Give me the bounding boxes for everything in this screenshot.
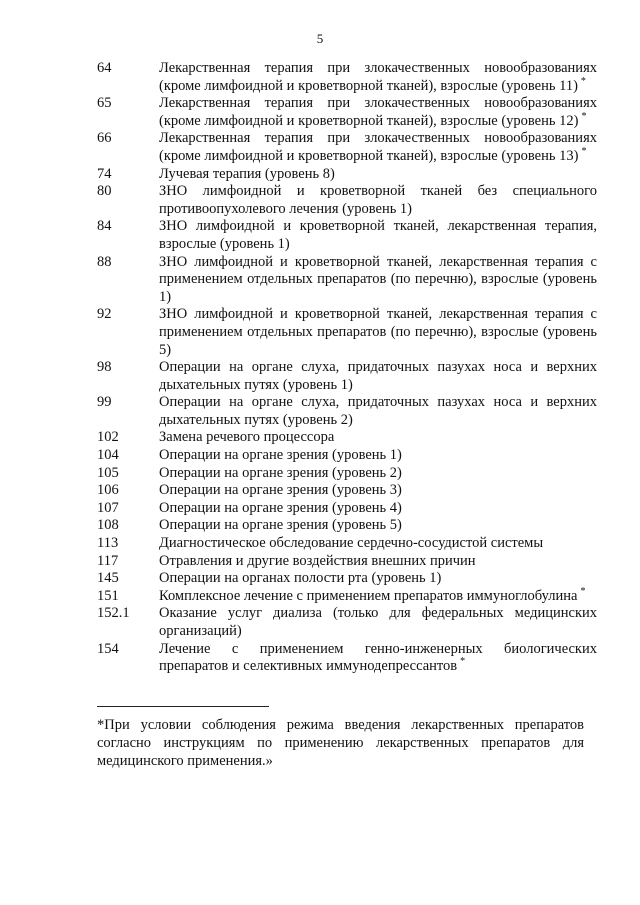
kpg-list: [97, 60, 597, 676]
row-text: Диагностическое обследование сердечно-сосудистой системы: [159, 535, 544, 552]
row-code: 98: [97, 359, 112, 376]
footnote-separator: [97, 706, 269, 707]
row-description: [159, 95, 597, 130]
row-description: [159, 500, 597, 518]
row-text: Лекарственная терапия при злокачественных новообразованиях (кроме лимфоидной и кроветворной тканей), взрослые (уровень 11): [159, 60, 597, 94]
row-text: Операции на органе слуха, придаточных пазухах носа и верхних дыхательных путях (уровень 1): [159, 359, 597, 393]
row-text: Замена речевого процессора: [159, 429, 335, 446]
row-description: [159, 130, 597, 165]
row-description: [159, 254, 597, 307]
row-code: 88: [97, 253, 112, 270]
row-text: Операции на органе зрения (уровень 3): [159, 482, 402, 499]
footnote-marker: *: [460, 656, 466, 668]
row-code: 107: [97, 499, 119, 516]
list-item: [97, 517, 597, 535]
footnote-marker: *: [581, 146, 587, 158]
row-description: [159, 641, 597, 676]
row-description: [159, 60, 597, 95]
list-item: [97, 359, 597, 394]
row-text: Операции на органах полости рта (уровень 1): [159, 570, 442, 587]
row-code: 108: [97, 517, 119, 534]
row-description: [159, 359, 597, 394]
list-item: [97, 553, 597, 571]
row-description: [159, 570, 597, 588]
list-item: [97, 605, 597, 640]
row-code: 106: [97, 482, 119, 499]
row-code: 113: [97, 535, 119, 552]
list-item: [97, 482, 597, 500]
row-code: 99: [97, 394, 112, 411]
row-description: [159, 218, 597, 253]
page-number: 5: [316, 31, 324, 46]
list-item: [97, 166, 597, 184]
row-code: 154: [97, 640, 119, 657]
row-description: [159, 394, 597, 429]
row-description: [159, 535, 597, 553]
list-item: [97, 254, 597, 307]
row-text: Операции на органе зрения (уровень 1): [159, 447, 402, 464]
footnote-marker: *: [580, 585, 586, 597]
row-text: Оказание услуг диализа (только для федеральных медицинских организаций): [159, 605, 597, 639]
list-item: [97, 429, 597, 447]
row-code: 151: [97, 587, 119, 604]
row-description: [159, 166, 597, 184]
list-item: [97, 130, 597, 165]
row-text: Операции на органе зрения (уровень 2): [159, 464, 402, 481]
row-description: [159, 429, 597, 447]
row-code: 74: [97, 165, 112, 182]
row-text: Операции на органе зрения (уровень 4): [159, 499, 402, 516]
row-code: 64: [97, 60, 112, 76]
list-item: [97, 465, 597, 483]
list-item: [97, 394, 597, 429]
row-description: [159, 517, 597, 535]
list-item: [97, 570, 597, 588]
list-item: [97, 447, 597, 465]
row-description: [159, 306, 597, 359]
row-text: Комплексное лечение с применением препаратов иммуноглобулина: [159, 587, 578, 604]
row-text: Лекарственная терапия при злокачественных новообразованиях (кроме лимфоидной и кроветворной тканей), взрослые (уровень 13): [159, 130, 597, 164]
row-description: [159, 605, 597, 640]
row-text: Лучевая терапия (уровень 8): [159, 165, 335, 182]
row-code: 92: [97, 306, 112, 323]
list-item: [97, 535, 597, 553]
row-description: [159, 553, 597, 571]
list-item: [97, 183, 597, 218]
row-text: Лечение с применением генно-инженерных биологических препаратов и селективных иммунодепрессантов: [159, 640, 597, 675]
row-code: 84: [97, 218, 112, 235]
row-code: 117: [97, 552, 119, 569]
row-text: ЗНО лимфоидной и кроветворной тканей, лекарственная терапия с применением отдельных препаратов (по перечню), взрослые (уровень 1): [159, 253, 597, 305]
row-description: [159, 482, 597, 500]
list-item: [97, 218, 597, 253]
row-code: 105: [97, 464, 119, 481]
row-code: 65: [97, 95, 112, 112]
row-text: ЗНО лимфоидной и кроветворной тканей, лекарственная терапия, взрослые (уровень 1): [159, 218, 597, 252]
footnote-marker: *: [580, 75, 586, 87]
row-text: Отравления и другие воздействия внешних причин: [159, 552, 476, 569]
footnote-text: *При условии соблюдения режима введения лекарственных препаратов согласно инструкциям по применению лекарственных препаратов для медицинского применения.»: [97, 717, 584, 769]
row-code: 145: [97, 570, 119, 587]
row-text: ЗНО лимфоидной и кроветворной тканей, лекарственная терапия с применением отдельных препаратов (по перечню), взрослые (уровень 5): [159, 306, 597, 358]
row-code: 80: [97, 183, 112, 200]
row-description: [159, 465, 597, 483]
list-item: [97, 95, 597, 130]
row-text: ЗНО лимфоидной и кроветворной тканей без специального противоопухолевого лечения (уровень 1): [159, 183, 597, 217]
list-item: [97, 60, 597, 95]
row-description: [159, 447, 597, 465]
list-item: [97, 585, 597, 606]
list-item: [97, 306, 597, 359]
row-code: 102: [97, 429, 119, 446]
row-description: [159, 183, 597, 218]
row-description: [159, 585, 597, 606]
row-text: Операции на органе слуха, придаточных пазухах носа и верхних дыхательных путях (уровень 2): [159, 394, 597, 428]
row-text: Операции на органе зрения (уровень 5): [159, 517, 402, 534]
row-code: 104: [97, 447, 119, 464]
row-code: 66: [97, 130, 112, 147]
list-item: [97, 500, 597, 518]
row-code: 152.1: [97, 605, 130, 622]
footnote-marker: *: [581, 110, 587, 122]
list-item: [97, 641, 597, 676]
row-text: Лекарственная терапия при злокачественных новообразованиях (кроме лимфоидной и кроветворной тканей), взрослые (уровень 12): [159, 95, 597, 129]
